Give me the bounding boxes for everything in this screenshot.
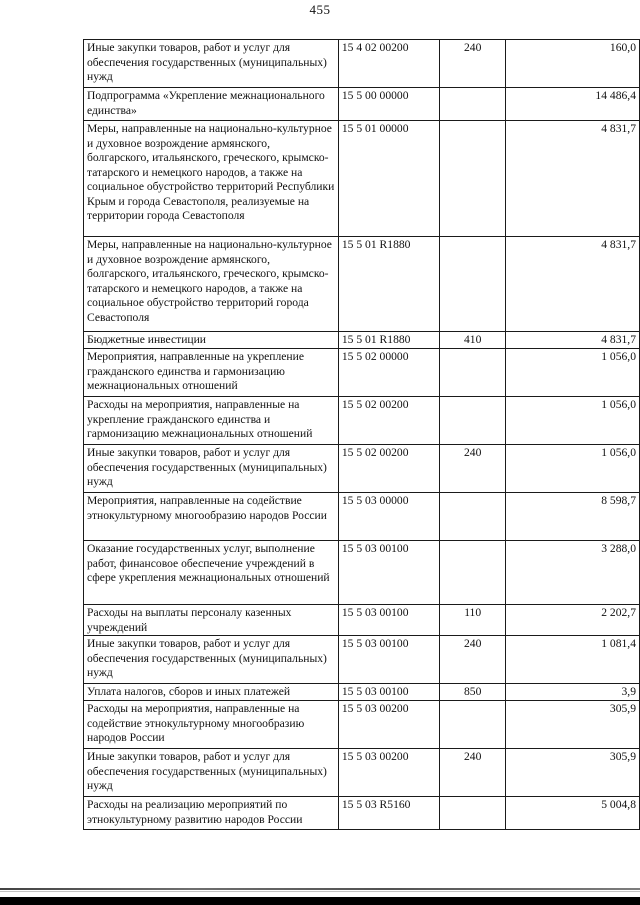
row-code: 15 5 02 00200 — [338, 445, 439, 493]
table-row — [84, 749, 640, 797]
row-name: Мероприятия, направленные на содействие этнокультурному многообразию народов России — [84, 493, 339, 541]
row-type — [439, 797, 505, 830]
table-row — [84, 88, 640, 121]
row-name: Подпрограмма «Укрепление межнационального единства» — [84, 88, 339, 121]
table-row — [84, 797, 640, 830]
page-number: 455 — [309, 2, 331, 17]
row-type: 240 — [439, 636, 505, 684]
row-amount: 1 056,0 — [506, 397, 640, 445]
row-code: 15 5 03 00100 — [338, 541, 439, 605]
row-type — [439, 541, 505, 605]
row-type: 850 — [439, 684, 505, 701]
row-code: 15 5 03 00100 — [338, 605, 439, 636]
row-code: 15 5 01 R1880 — [338, 237, 439, 332]
scan-artifact-line — [0, 888, 640, 890]
row-code: 15 5 01 00000 — [338, 121, 439, 237]
row-code: 15 5 03 00200 — [338, 749, 439, 797]
table-row — [84, 493, 640, 541]
row-code: 15 5 02 00200 — [338, 397, 439, 445]
row-type — [439, 397, 505, 445]
row-type — [439, 88, 505, 121]
table-row — [84, 397, 640, 445]
table-row — [84, 636, 640, 684]
row-code: 15 5 03 00000 — [338, 493, 439, 541]
row-amount: 8 598,7 — [506, 493, 640, 541]
row-amount: 4 831,7 — [506, 332, 640, 349]
row-code: 15 4 02 00200 — [338, 40, 439, 88]
row-name: Бюджетные инвестиции — [84, 332, 339, 349]
row-name: Иные закупки товаров, работ и услуг для обеспечения государственных (муниципальных) нужд — [84, 749, 339, 797]
table-row — [84, 121, 640, 237]
table-row — [84, 701, 640, 749]
scan-artifact-line — [0, 891, 640, 892]
row-amount: 2 202,7 — [506, 605, 640, 636]
row-code: 15 5 03 00200 — [338, 701, 439, 749]
row-name: Мероприятия, направленные на укрепление гражданского единства и гармонизацию межнациональных отношений — [84, 349, 339, 397]
row-name: Иные закупки товаров, работ и услуг для обеспечения государственных (муниципальных) нужд — [84, 636, 339, 684]
row-name: Расходы на выплаты персоналу казенных учреждений — [84, 605, 339, 636]
row-name: Меры, направленные на национально-культурное и духовное возрождение армянского, болгарского, итальянского, греческого, крымско-татарского и немецкого народов, а также на социальное обустройство территорий Республики Крым и города Севастополя, реализуемые на территории города Севастополя — [84, 121, 339, 237]
row-code: 15 5 03 R5160 — [338, 797, 439, 830]
row-amount: 4 831,7 — [506, 121, 640, 237]
table-row — [84, 684, 640, 701]
row-amount: 3 288,0 — [506, 541, 640, 605]
row-name: Иные закупки товаров, работ и услуг для обеспечения государственных (муниципальных) нужд — [84, 40, 339, 88]
row-type — [439, 701, 505, 749]
row-code: 15 5 03 00100 — [338, 684, 439, 701]
row-code: 15 5 02 00000 — [338, 349, 439, 397]
table-row — [84, 349, 640, 397]
row-amount: 4 831,7 — [506, 237, 640, 332]
row-amount: 5 004,8 — [506, 797, 640, 830]
row-code: 15 5 00 00000 — [338, 88, 439, 121]
row-name: Расходы на мероприятия, направленные на содействие этнокультурному многообразию народов России — [84, 701, 339, 749]
table-row — [84, 237, 640, 332]
row-name: Расходы на реализацию мероприятий по этнокультурному развитию народов России — [84, 797, 339, 830]
row-amount: 1 056,0 — [506, 445, 640, 493]
row-amount: 3,9 — [506, 684, 640, 701]
row-type: 240 — [439, 749, 505, 797]
table-row — [84, 40, 640, 88]
table-row — [84, 605, 640, 636]
row-type: 240 — [439, 445, 505, 493]
row-type: 410 — [439, 332, 505, 349]
row-type — [439, 349, 505, 397]
budget-table — [83, 39, 640, 830]
row-type — [439, 493, 505, 541]
row-amount: 160,0 — [506, 40, 640, 88]
table-row — [84, 541, 640, 605]
row-name: Уплата налогов, сборов и иных платежей — [84, 684, 339, 701]
row-amount: 305,9 — [506, 749, 640, 797]
table-row — [84, 332, 640, 349]
row-type — [439, 121, 505, 237]
row-name: Меры, направленные на национально-культурное и духовное возрождение армянского, болгарского, итальянского, греческого, крымско-татарского и немецкого народов, а также на социальное обустройство территорий города Севастополя — [84, 237, 339, 332]
row-type: 240 — [439, 40, 505, 88]
scan-bottom-edge — [0, 897, 640, 905]
row-type: 110 — [439, 605, 505, 636]
row-amount: 305,9 — [506, 701, 640, 749]
row-code: 15 5 03 00100 — [338, 636, 439, 684]
row-name: Оказание государственных услуг, выполнение работ, финансовое обеспечение учреждений в сфере укрепления межнациональных отношений — [84, 541, 339, 605]
row-amount: 1 081,4 — [506, 636, 640, 684]
row-name: Расходы на мероприятия, направленные на укрепление гражданского единства и гармонизацию межнациональных отношений — [84, 397, 339, 445]
table-row — [84, 445, 640, 493]
row-name: Иные закупки товаров, работ и услуг для обеспечения государственных (муниципальных) нужд — [84, 445, 339, 493]
row-amount: 14 486,4 — [506, 88, 640, 121]
row-type — [439, 237, 505, 332]
row-code: 15 5 01 R1880 — [338, 332, 439, 349]
row-amount: 1 056,0 — [506, 349, 640, 397]
